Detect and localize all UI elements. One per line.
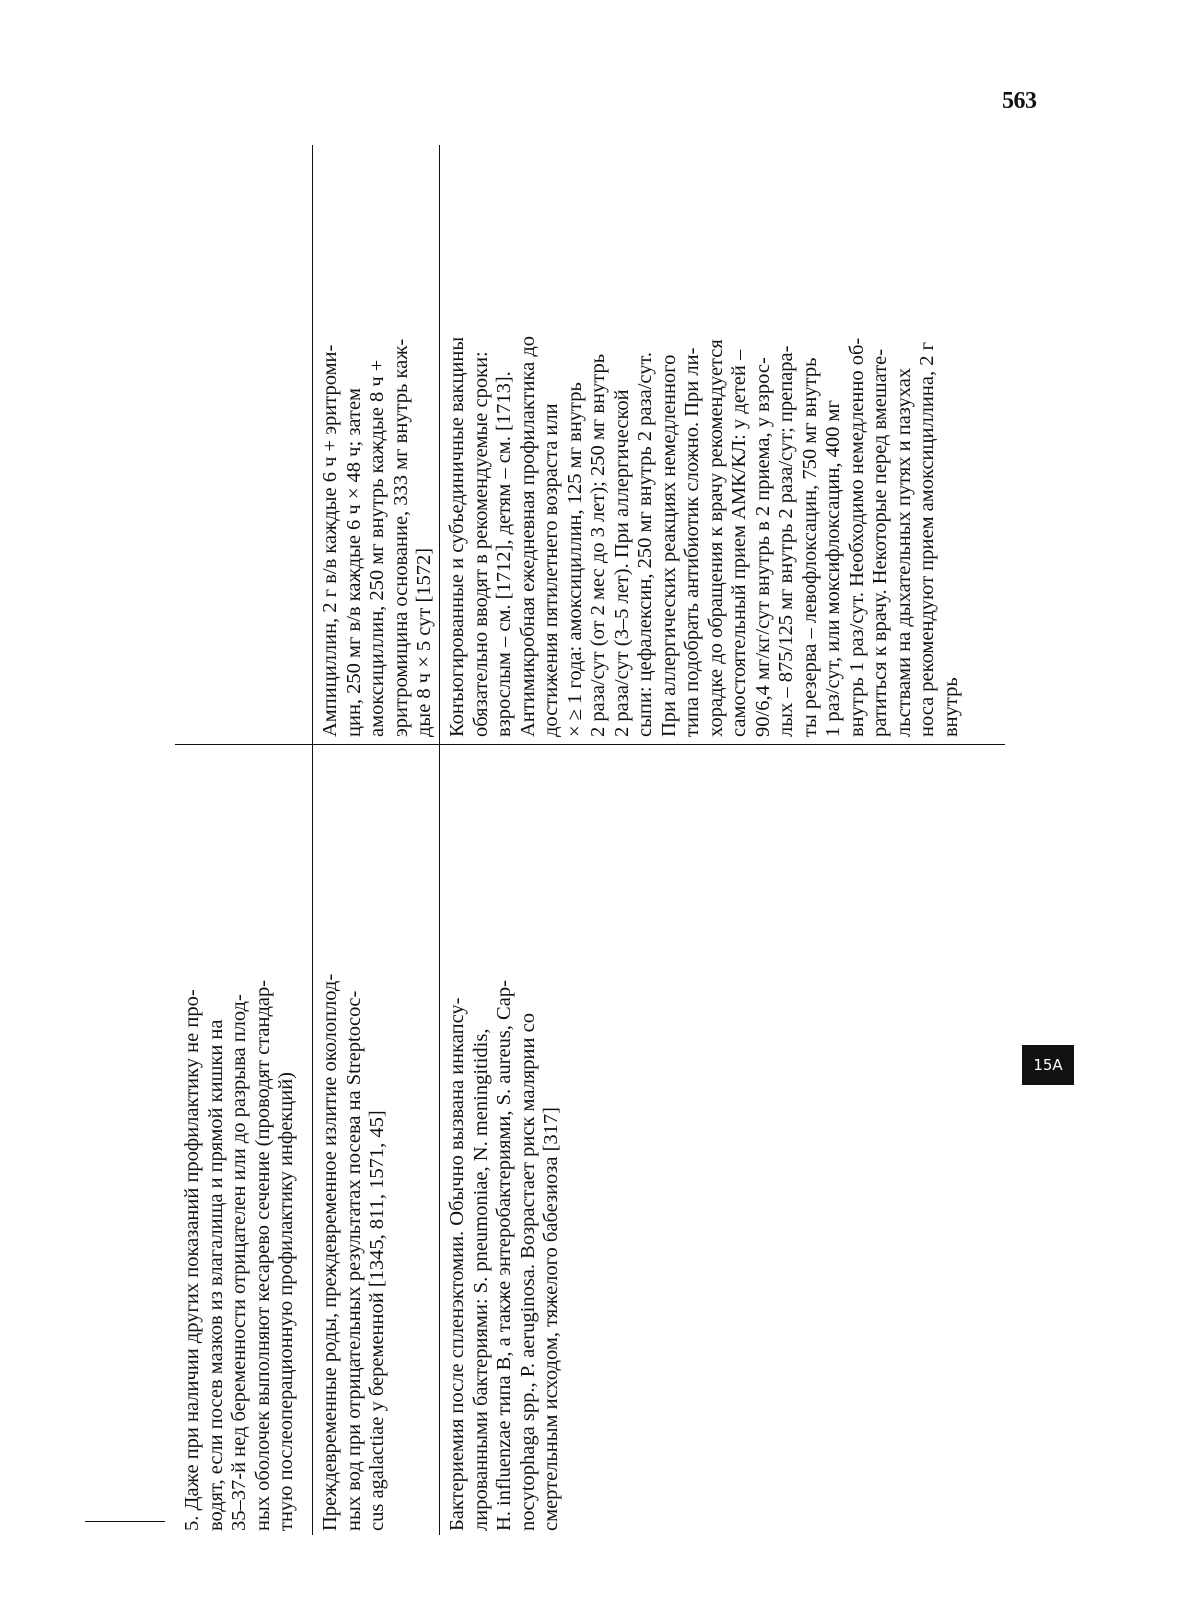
text-line: смертельным исходом, тяжелого бабезиоза [317] [540, 1106, 562, 1531]
text-line: Ампициллин, 2 г в/в каждые 6 ч + эритроми- [319, 344, 341, 737]
text-line: H. influenzae типа B, а также энтеробактериями, S. aureus, Cap- [493, 980, 515, 1531]
table-row [313, 145, 440, 1535]
text-line: 2 раза/сут (3–5 лет). При аллергической [610, 389, 633, 737]
text-line: 90/6,4 мг/кг/сут внутрь в 2 приема, у взрос- [751, 357, 774, 737]
prophylaxis-table [175, 145, 1005, 1535]
page-number: 563 [1002, 88, 1037, 114]
text-line: внутрь 1 раз/сут. Необходимо немедленно об- [845, 337, 868, 737]
text-line: × ≥ 1 года: амоксициллин, 125 мг внутрь [563, 382, 586, 737]
text-line: сыпи: цефалексин, 250 мг внутрь 2 раза/сут. [634, 351, 656, 737]
text-line: Преждевременные роды, преждевременное излитие околоплод- [319, 973, 341, 1531]
text-line: 1 раз/сут, или моксифлоксацин, 400 мг [822, 400, 844, 737]
text-line: амоксициллин, 250 мг внутрь каждые 8 ч + [366, 359, 388, 737]
text-line: 2 раза/сут (от 2 мес до 3 лет); 250 мг внутрь [587, 353, 609, 737]
section-tab: 15A [1022, 1045, 1074, 1085]
condition-cell [175, 745, 305, 1535]
text-line: Конъюгированные и субъединичные вакцины [446, 336, 468, 737]
text-line: Бактериемия после спленэктомии. Обычно вызвана инкапсу- [446, 997, 468, 1531]
text-line: льствами на дыхательных путях и пазухах [892, 367, 915, 737]
text-line: тную послеоперационную профилактику инфекций) [275, 1071, 297, 1531]
text-line: лированными бактериями: S. pneumoniae, N. meningitidis, [469, 1028, 492, 1531]
text-line: Антимикробная ежедневная профилактика до [516, 335, 539, 737]
text-line: ных оболочек выполняют кесарево сечение (проводят стандар- [251, 979, 274, 1531]
text-line: ты резерва – левофлоксацин, 750 мг внутрь [798, 357, 821, 737]
condition-cell [313, 745, 396, 1535]
text-line: 5. Даже при наличии других показаний профилактику не про- [181, 989, 203, 1531]
text-line: типа подобрать антибиотик сложно. При ли- [681, 347, 703, 737]
text-line: достижения пятилетнего возраста или [540, 403, 562, 737]
text-line: самостоятельный прием АМК/КЛ: у детей – [728, 349, 750, 737]
treatment-cell [440, 145, 969, 741]
text-line: При аллергических реакциях немедленного [657, 354, 680, 737]
treatment-cell [175, 145, 187, 741]
text-line: хорадке до обращения к врачу рекомендуется [704, 339, 727, 737]
table-row [175, 145, 313, 1535]
rotated-table [175, 145, 1005, 1535]
text-line: цин, 250 мг в/в каждые 6 ч × 48 ч; затем [342, 387, 365, 737]
text-line: 35–37-й нед беременности отрицателен или до разрыва плод- [228, 994, 250, 1531]
text-line: лых – 875/125 мг внутрь 2 раза/сут; препара- [775, 345, 797, 737]
text-line: ратиться к врачу. Некоторые перед вмешате- [869, 348, 891, 737]
text-line: nocytophaga spp., P. aeruginosa. Возрастает риск малярии со [516, 1013, 539, 1531]
text-line: дые 8 ч × 5 сут [1572] [413, 547, 435, 737]
condition-cell [440, 745, 570, 1535]
text-line: cus agalactiae у беременной [1345, 811, 1571, 45] [366, 1110, 388, 1531]
text-line: эритромицина основание, 333 мг внутрь каж- [389, 338, 412, 737]
footnote-rule [85, 1521, 165, 1522]
text-line: водят, если посев мазков из влагалища и прямой кишки на [204, 1019, 227, 1531]
text-line: внутрь [939, 677, 962, 737]
text-line: носа рекомендуют прием амоксициллина, 2 г [916, 342, 938, 737]
treatment-cell [313, 145, 443, 741]
text-line: взрослым – см. [1712], детям – см. [1713]. [493, 371, 515, 737]
text-line: обязательно вводят в рекомендуемые сроки: [469, 351, 492, 737]
text-line: ных вод при отрицательных результатах посева на Streptococ- [342, 990, 365, 1531]
table-row [440, 145, 1005, 1535]
